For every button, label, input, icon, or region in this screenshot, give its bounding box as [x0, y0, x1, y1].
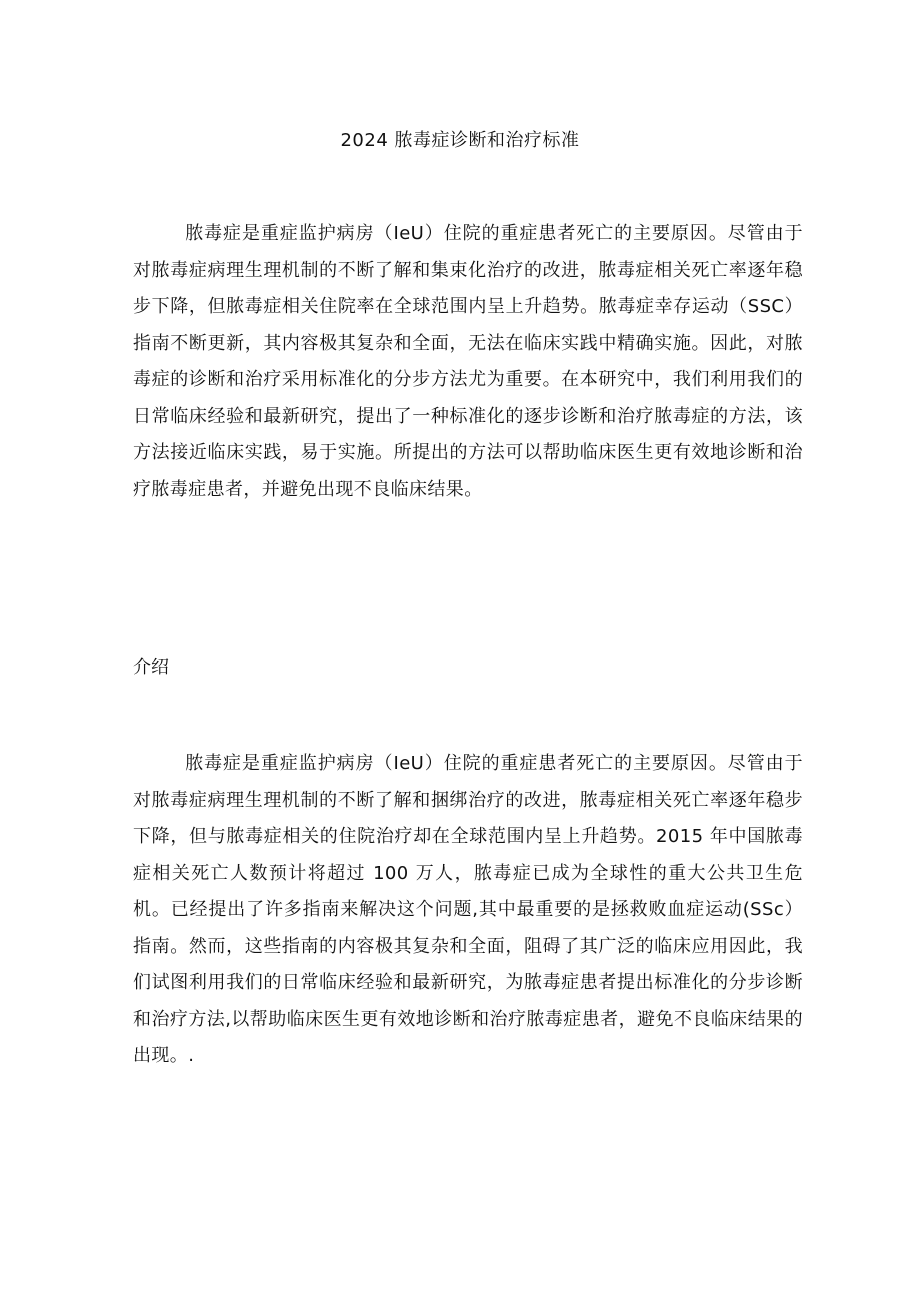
introduction-paragraph: 脓毒症是重症监护病房（IeU）住院的重症患者死亡的主要原因。尽管由于对脓毒症病理生理机制的不断了解和捆绑治疗的改进，脓毒症相关死亡率逐年稳步下降，但与脓毒症相关的住院治疗却在全球范围内呈上升趋势。2015 年中国脓毒症相关死亡人数预计将超过 100 万人，脓毒症已成为全球性的重大公共卫生危机。已经提出了许多指南来解决这个问题,其中最重要的是拯救败血症运动(SSc）指南。然而，这些指南的内容极其复杂和全面，阻碍了其广泛的临床应用因此，我们试图利用我们的日常临床经验和最新研究，为脓毒症患者提出标准化的分步诊断和治疗方法,以帮助临床医生更有效地诊断和治疗脓毒症患者，避免不良临床结果的出现。. [133, 753, 803, 1066]
document-title: 2024 脓毒症诊断和治疗标准 [340, 130, 580, 151]
abstract-paragraph: 脓毒症是重症监护病房（IeU）住院的重症患者死亡的主要原因。尽管由于对脓毒症病理生理机制的不断了解和集束化治疗的改进，脓毒症相关死亡率逐年稳步下降，但脓毒症相关住院率在全球范围内呈上升趋势。脓毒症幸存运动（SSC）指南不断更新，其内容极其复杂和全面，无法在临床实践中精确实施。因此，对脓毒症的诊断和治疗采用标准化的分步方法尤为重要。在本研究中，我们利用我们的日常临床经验和最新研究，提出了一种标准化的逐步诊断和治疗脓毒症的方法，该方法接近临床实践，易于实施。所提出的方法可以帮助临床医生更有效地诊断和治疗脓毒症患者，并避免出现不良临床结果。 [133, 223, 803, 500]
section-heading-introduction: 介绍 [133, 657, 169, 678]
